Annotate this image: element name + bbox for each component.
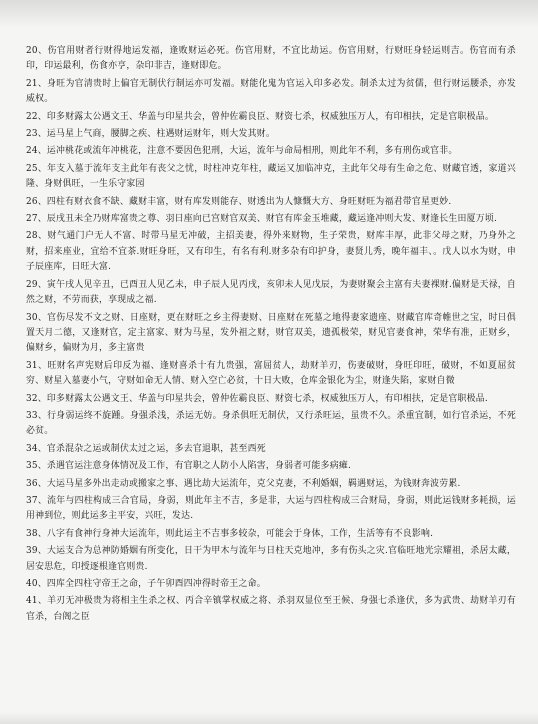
entry-text: 印多财露太公遇文王、华盖与印星共会，曾仲佐霸良臣、财资七杀，权威独压万人，有印相扶，定是官职极品. xyxy=(46,393,488,404)
entry-separator: 、 xyxy=(37,231,48,242)
entry-number: 28 xyxy=(26,231,38,242)
entry-text: 寅午戌人见辛丑，已酉丑人见乙未，申子辰人见丙戌，亥卯未人见戊辰，为妻财聚会主富有夫妻裸财.偏财是天禄，自然之财，不劳而获，享现成之福. xyxy=(26,279,516,306)
entry-number: 34 xyxy=(26,443,38,454)
entry-number: 27 xyxy=(26,214,38,225)
entry-text: 四库全四柱守帝王之命，子午卯酉四冲得时帝王之命。 xyxy=(46,579,266,589)
entry-paragraph xyxy=(26,392,516,407)
entry-paragraph xyxy=(26,527,516,542)
entry-text: 运冲桃花或流年冲桃花，注意不要因色犯刑，大运，流年与命局相刑，则此年不利，多有刑伤或官非。 xyxy=(46,146,458,157)
entry-paragraph xyxy=(26,44,516,75)
entry-separator: 、 xyxy=(37,495,48,506)
entry-number: 38 xyxy=(26,528,38,539)
entry-paragraph xyxy=(26,212,516,227)
entry-separator: 、 xyxy=(37,78,48,89)
entry-number: 29 xyxy=(26,279,38,290)
entry-number: 23 xyxy=(26,129,38,140)
entry-paragraph xyxy=(26,577,516,592)
entry-number: 35 xyxy=(26,461,38,472)
entry-text: 八字有食神行身神大运流年，则此运主不吉事多较杂，可能会于身体，工作，生活等有不良影响. xyxy=(46,528,434,539)
entry-number: 41 xyxy=(26,596,38,607)
bottom-shadow xyxy=(0,712,538,724)
entry-paragraph xyxy=(26,311,516,357)
entry-paragraph xyxy=(26,494,516,525)
entry-number: 31 xyxy=(26,360,38,371)
entry-text: 辰戌丑未全乃财库富贵之尊、羽日座向已宫财官双美、财官有库金玉堆藏，藏运逢冲则大发、财逢长生田厦万顷. xyxy=(46,214,498,225)
entry-separator: 、 xyxy=(37,443,47,454)
entry-number: 30 xyxy=(26,312,38,323)
entry-text: 大运支合为总神防婚姻有所变化，日干为甲木与流年与日柱天克地冲，多有伤头之灾.官临旺地光宗耀祖，杀居太藏，居安思危，印授逐根逢官则贵. xyxy=(26,546,516,572)
entry-number: 39 xyxy=(26,546,38,557)
top-shadow xyxy=(0,0,538,28)
entry-paragraph xyxy=(26,459,516,474)
entry-text: 羊刃无冲极贵为将相主生杀之权、丙合辛镇掌权威之将、杀羽双显位至王候、身强七杀逢伏，多为武贵、劫财羊刃有官杀，台阁之臣 xyxy=(26,596,517,622)
entry-text: 四柱有财衣食不缺、藏财丰富，财有库发则能存、财透出为人慷慨大方、身旺财旺为福君带官星更妙. xyxy=(46,196,452,207)
entry-separator: 、 xyxy=(37,312,48,323)
entry-text: 大运马星多外出走动或搬家之事、遇比劫大运流年，克父克妻，不利婚姻，羁遇财运，为钱财奔波劳累. xyxy=(46,478,461,489)
entry-paragraph xyxy=(26,144,516,159)
entry-separator: 、 xyxy=(37,596,48,607)
entry-paragraph xyxy=(26,359,516,390)
entry-number: 36 xyxy=(26,478,38,489)
entry-paragraph xyxy=(26,110,516,125)
entry-separator: 、 xyxy=(37,579,47,589)
entry-text: 官伤尽发不文之财、日座财，更在财旺之乡主得妻财、日座财在死墓之地得妻家遗座、财藏官库奇帷世之宝，时日俱置天月二德，又逢财官，定主富家、财为马星，发外祖之财，财官双美，遗孤极荣，财见官妻食神，荣华有准，正财乡，偏财乡，偏财为月，多主富贵 xyxy=(26,312,517,354)
entry-separator: 、 xyxy=(37,546,47,557)
entry-paragraph xyxy=(26,229,516,275)
entry-paragraph xyxy=(26,409,516,440)
entry-separator: 、 xyxy=(37,410,48,421)
entry-paragraph xyxy=(26,195,516,210)
entry-number: 20 xyxy=(26,46,38,56)
entry-text: 财气通门户无人不富、时带马星无冲破，主招美妻，得外来财物，生子荣贵，财库丰厚，此非父母之财，乃身外之财，招来座业，宜给不宜茶.财旺身旺，又有印生，有名有利.财多杂有印护身，妻贤儿秀，晚年福丰、。戊人以水为财，申子辰座库，日旺大富. xyxy=(26,231,517,273)
entry-text: 运马星上气商，腰脚之疾、柱遇财运财年，则大发其财。 xyxy=(46,129,276,140)
entry-text: 杀遇官运注意身体情况及工作，有官职之人防小人陷害，身弱者可能多病瘫. xyxy=(46,461,352,472)
entry-number: 37 xyxy=(26,495,38,506)
entry-separator: 、 xyxy=(37,360,48,371)
entry-number: 24 xyxy=(26,146,38,157)
entry-separator: 、 xyxy=(37,163,48,174)
entry-list xyxy=(26,44,516,625)
entry-separator: 、 xyxy=(37,46,48,56)
entry-separator: 、 xyxy=(37,393,47,404)
entry-paragraph xyxy=(26,477,516,492)
entry-separator: 、 xyxy=(37,461,47,472)
entry-number: 32 xyxy=(26,393,38,404)
entry-paragraph xyxy=(26,127,516,142)
entry-number: 33 xyxy=(26,410,38,421)
entry-number: 25 xyxy=(26,163,38,174)
entry-text: 官杀混杂之运或制伏太过之运，多去官退职，甚至西死 xyxy=(46,443,266,454)
entry-separator: 、 xyxy=(37,214,47,225)
entry-text: 行身弱运终不旋踵。身强杀浅，杀运无妨。身杀俱旺无制伏，又行杀旺运，虽贵不久。杀重宜制，如行官杀运，不死必贫。 xyxy=(26,410,517,437)
entry-number: 21 xyxy=(26,78,38,89)
entry-paragraph xyxy=(26,594,516,625)
entry-paragraph xyxy=(26,442,516,457)
entry-text: 印多财露太公遇文王、华盖与印星共会，曾仲佐霸良臣、财资七杀，权威独压万人，有印相扶，定是官职极品。 xyxy=(46,111,495,122)
entry-separator: 、 xyxy=(37,528,47,539)
entry-paragraph xyxy=(26,544,516,575)
entry-separator: 、 xyxy=(37,129,47,140)
entry-text: 旺财名声宪财后印反为福、逢财喜杀十有九贵强，富屈贫人，劫财羊刃，伤妻破财，身旺印旺，破财，不如夏屈贫穷、财星入墓妻小气，守财如命无人情、财入空亡必贫，十日大败，仓库金银化为尘，财逢失陷，家财自微 xyxy=(26,360,517,387)
entry-number: 22 xyxy=(26,111,38,122)
entry-text: 流年与四柱构成三合官局，身弱，则此年主不吉，多是非，大运与四柱构成三合财局，身弱，则此运钱财多耗损，运用神到位，则此运多主平安，兴旺，发达. xyxy=(26,495,517,522)
entry-number: 26 xyxy=(26,196,38,207)
entry-separator: 、 xyxy=(37,279,47,290)
entry-number: 40 xyxy=(26,579,38,589)
entry-text: 伤官用财者行财得地运发福，逢败财运必死。伤官用财，不宜比劫运。伤官用财，行财旺身轻运则吉。伤官而有杀印，印运最利，伤食亦亨，杂印非吉，逢财即危。 xyxy=(26,46,517,72)
entry-paragraph xyxy=(26,77,516,108)
entry-separator: 、 xyxy=(37,196,47,207)
entry-paragraph xyxy=(26,162,516,193)
entry-paragraph xyxy=(26,278,516,309)
entry-text: 年支入墓于流年支主此年有丧父之忧，时柱冲克年柱，藏运又加临冲克，主此年父母有生命之危、财藏官透，家道兴隆、身财俱旺，一生乐守家园 xyxy=(26,163,517,190)
entry-text: 身旺为官清贵时上偏官无制伏行制运亦可发福。财能化鬼为官运入印多必发。制杀太过为贫儒，但行财运腰杀，亦发威权。 xyxy=(26,78,517,105)
entry-separator: 、 xyxy=(37,146,47,157)
entry-separator: 、 xyxy=(37,111,47,122)
entry-separator: 、 xyxy=(37,478,47,489)
